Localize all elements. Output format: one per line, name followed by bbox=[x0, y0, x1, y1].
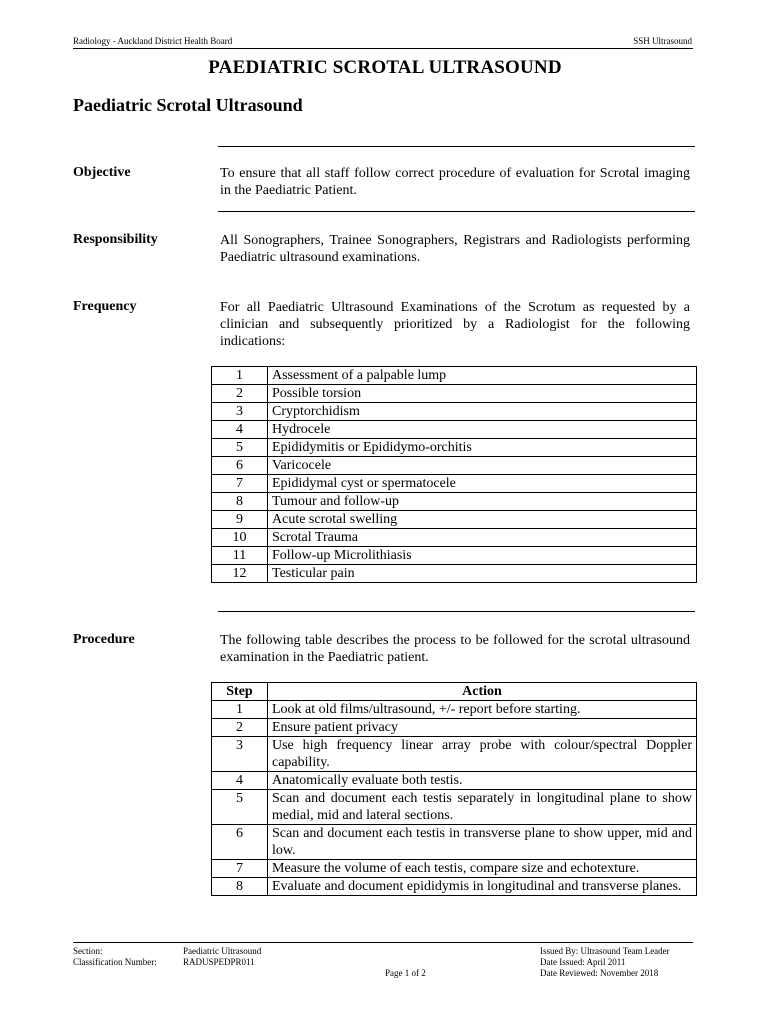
indication-row bbox=[212, 565, 697, 583]
header-dept: SSH Ultrasound bbox=[633, 36, 692, 46]
indication-row bbox=[212, 511, 697, 529]
indication-number: 9 bbox=[212, 511, 268, 529]
indication-number: 8 bbox=[212, 493, 268, 511]
footer-section-label: Section: bbox=[73, 946, 103, 956]
footer-class-value: RADUSPEDPR011 bbox=[183, 957, 255, 967]
header-org: Radiology - Auckland District Health Board bbox=[73, 36, 233, 46]
indication-row bbox=[212, 403, 697, 421]
indication-number: 6 bbox=[212, 457, 268, 475]
footer-class-label: Classification Number: bbox=[73, 957, 157, 967]
indication-text: Tumour and follow-up bbox=[268, 493, 697, 511]
procedure-row bbox=[212, 790, 697, 825]
procedure-label: Procedure bbox=[73, 632, 135, 647]
objective-label: Objective bbox=[73, 165, 131, 180]
footer-divider bbox=[73, 942, 693, 943]
step-action: Scan and document each testis in transverse plane to show upper, mid and low. bbox=[268, 825, 697, 860]
step-number: 7 bbox=[212, 860, 268, 878]
indication-text: Acute scrotal swelling bbox=[268, 511, 697, 529]
indication-text: Epididymitis or Epididymo-orchitis bbox=[268, 439, 697, 457]
indication-text: Epididymal cyst or spermatocele bbox=[268, 475, 697, 493]
footer-date-reviewed: Date Reviewed: November 2018 bbox=[540, 968, 659, 978]
indication-row bbox=[212, 493, 697, 511]
indication-row bbox=[212, 385, 697, 403]
action-header: Action bbox=[268, 683, 697, 701]
procedure-text: The following table describes the process to be followed for the scrotal ultrasound examination in the Paediatric patient. bbox=[220, 633, 690, 665]
procedure-row bbox=[212, 878, 697, 896]
procedure-row bbox=[212, 719, 697, 737]
section-divider bbox=[218, 211, 695, 212]
responsibility-text: All Sonographers, Trainee Sonographers, Registrars and Radiologists performing Paediatric ultrasound examinations. bbox=[220, 233, 690, 265]
footer-issued-by: Issued By: Ultrasound Team Leader bbox=[540, 946, 670, 956]
step-header: Step bbox=[212, 683, 268, 701]
indication-row bbox=[212, 529, 697, 547]
procedure-header-row bbox=[212, 683, 697, 701]
indication-row bbox=[212, 439, 697, 457]
procedure-row bbox=[212, 701, 697, 719]
header-divider bbox=[73, 48, 693, 49]
footer-date-issued: Date Issued: April 2011 bbox=[540, 957, 626, 967]
indication-number: 3 bbox=[212, 403, 268, 421]
step-action: Scan and document each testis separately in longitudinal plane to show medial, mid and lateral sections. bbox=[268, 790, 697, 825]
step-number: 8 bbox=[212, 878, 268, 896]
section-divider bbox=[218, 146, 695, 147]
footer-section-value: Paediatric Ultrasound bbox=[183, 946, 262, 956]
step-number: 4 bbox=[212, 772, 268, 790]
indication-row bbox=[212, 475, 697, 493]
indication-number: 10 bbox=[212, 529, 268, 547]
step-action: Use high frequency linear array probe with colour/spectral Doppler capability. bbox=[268, 737, 697, 772]
step-action: Anatomically evaluate both testis. bbox=[268, 772, 697, 790]
indication-text: Scrotal Trauma bbox=[268, 529, 697, 547]
indication-text: Assessment of a palpable lump bbox=[268, 367, 697, 385]
document-subtitle: Paediatric Scrotal Ultrasound bbox=[73, 95, 303, 115]
indication-number: 11 bbox=[212, 547, 268, 565]
indication-number: 4 bbox=[212, 421, 268, 439]
procedure-row bbox=[212, 737, 697, 772]
frequency-label: Frequency bbox=[73, 299, 137, 314]
frequency-text: For all Paediatric Ultrasound Examinations of the Scrotum as requested by a clinician and subsequently prioritized by a Radiologist for the following indications: bbox=[220, 300, 690, 349]
page-number: Page 1 of 2 bbox=[385, 968, 426, 978]
indication-text: Possible torsion bbox=[268, 385, 697, 403]
step-action: Evaluate and document epididymis in longitudinal and transverse planes. bbox=[268, 878, 697, 896]
indications-table bbox=[211, 366, 697, 583]
indication-row bbox=[212, 421, 697, 439]
indication-row bbox=[212, 457, 697, 475]
step-action: Look at old films/ultrasound, +/- report before starting. bbox=[268, 701, 697, 719]
responsibility-label: Responsibility bbox=[73, 232, 158, 247]
indication-number: 1 bbox=[212, 367, 268, 385]
indication-row bbox=[212, 547, 697, 565]
indication-number: 2 bbox=[212, 385, 268, 403]
step-number: 1 bbox=[212, 701, 268, 719]
indication-text: Varicocele bbox=[268, 457, 697, 475]
step-action: Ensure patient privacy bbox=[268, 719, 697, 737]
section-divider bbox=[218, 611, 695, 612]
step-number: 3 bbox=[212, 737, 268, 772]
indication-text: Cryptorchidism bbox=[268, 403, 697, 421]
procedure-row bbox=[212, 772, 697, 790]
procedure-row bbox=[212, 825, 697, 860]
step-number: 6 bbox=[212, 825, 268, 860]
objective-text: To ensure that all staff follow correct procedure of evaluation for Scrotal imaging in the Paediatric Patient. bbox=[220, 166, 690, 198]
procedure-table bbox=[211, 682, 697, 896]
indication-text: Hydrocele bbox=[268, 421, 697, 439]
indication-number: 5 bbox=[212, 439, 268, 457]
step-action: Measure the volume of each testis, compare size and echotexture. bbox=[268, 860, 697, 878]
indication-row bbox=[212, 367, 697, 385]
document-title: PAEDIATRIC SCROTAL ULTRASOUND bbox=[208, 57, 562, 78]
step-number: 5 bbox=[212, 790, 268, 825]
indication-text: Testicular pain bbox=[268, 565, 697, 583]
procedure-row bbox=[212, 860, 697, 878]
indication-number: 12 bbox=[212, 565, 268, 583]
indication-number: 7 bbox=[212, 475, 268, 493]
step-number: 2 bbox=[212, 719, 268, 737]
indication-text: Follow-up Microlithiasis bbox=[268, 547, 697, 565]
